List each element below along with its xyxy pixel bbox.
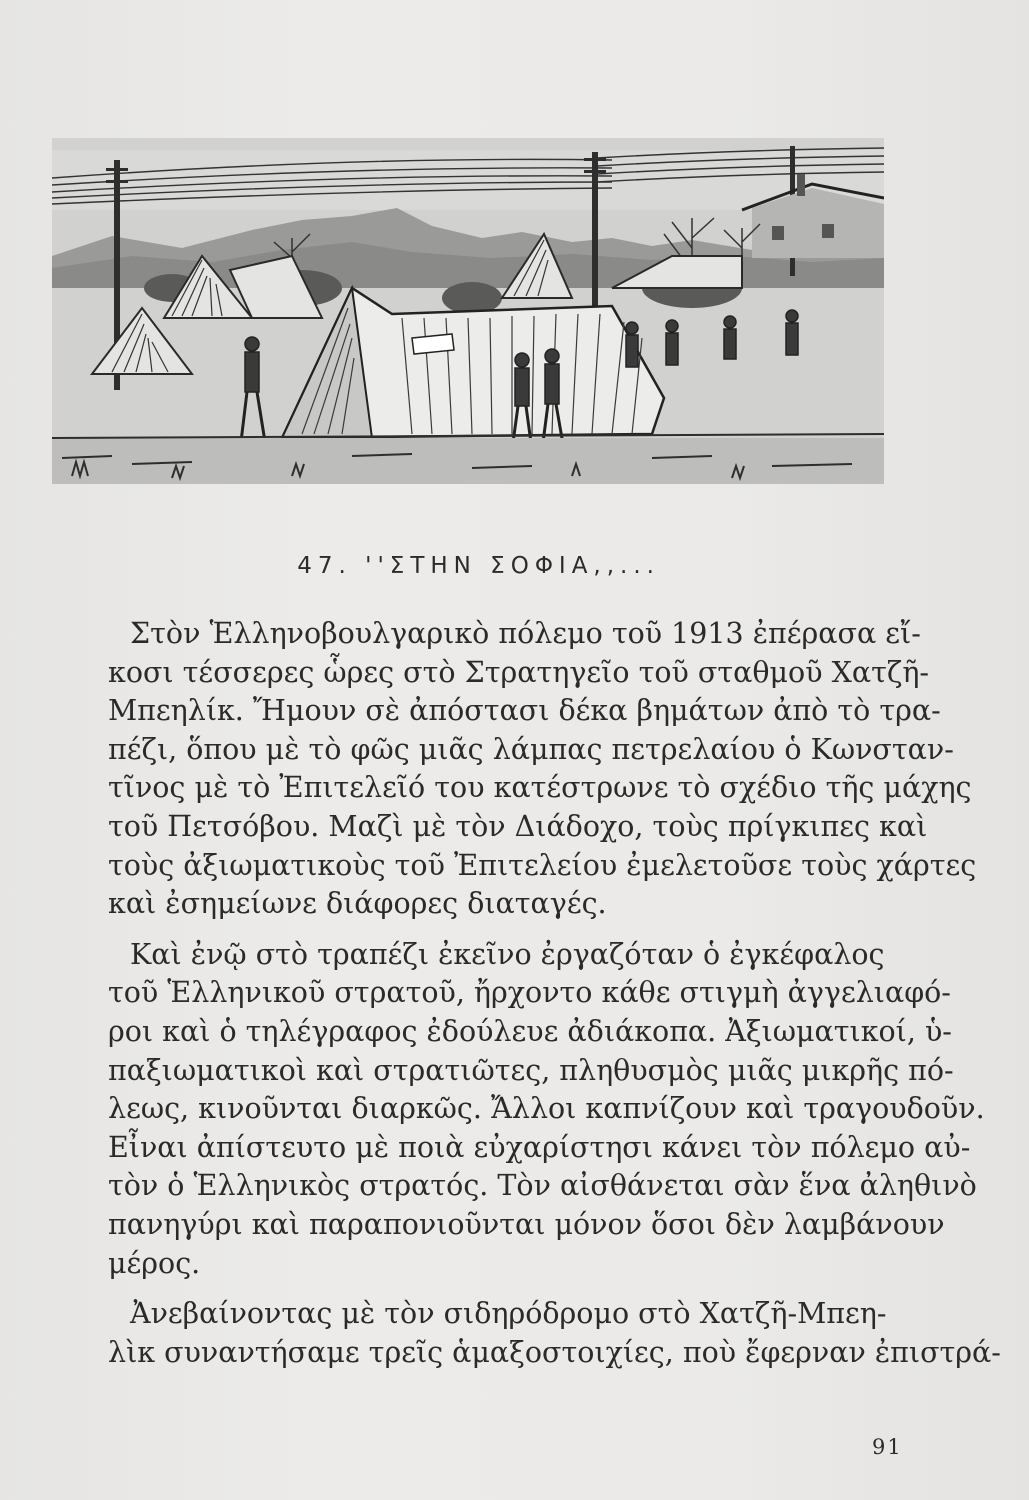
body-text [108,615,1001,1372]
text-line: πέζι, ὅπου μὲ τὸ φῶς μιᾶς λάμπας πετρελαίου ὁ Κωνσταν- [108,732,954,766]
text-line: τοῦ Ἑλληνικοῦ στρατοῦ, ἤρχοντο κάθε στιγμὴ ἀγγελιαφό- [108,976,951,1010]
text-line: καὶ ἐσημείωνε διάφορες διαταγές. [108,887,607,921]
chapter-title: 47. ''ΣΤΗΝ ΣΟΦΙΑ,,... [297,553,660,579]
text-line: Εἶναι ἀπίστευτο μὲ ποιὰ εὐχαρίστησι κάνει τὸν πόλεμο αὐ- [108,1130,971,1164]
text-line: τὸν ὁ Ἑλληνικὸς στρατός. Τὸν αἰσθάνεται σὰν ἕνα ἀληθινὸ [108,1169,977,1203]
text-line: πανηγύρι καὶ παραπονιοῦνται μόνον ὅσοι δὲν λαμβάνουν [108,1207,945,1241]
text-line: τοὺς ἀξιωματικοὺς τοῦ Ἐπιτελείου ἐμελετοῦσε τοὺς χάρτες [108,848,977,882]
page-number: 91 [872,1435,903,1459]
text-line: λεως, κινοῦνται διαρκῶς. Ἄλλοι καπνίζουν καὶ τραγουδοῦν. [108,1092,985,1126]
text-line: Μπεηλίκ. Ἤμουν σὲ ἀπόστασι δέκα βημάτων ἀπὸ τὸ τρα- [108,694,941,728]
text-line: κοσι τέσσερες ὧρες στὸ Στρατηγεῖο τοῦ σταθμοῦ Χατζῆ- [108,655,930,689]
text-line: Καὶ ἐνῷ στὸ τραπέζι ἐκεῖνο ἐργαζόταν ὁ ἐγκέφαλος [130,937,885,971]
text-line: τοῦ Πετσόβου. Μαζὶ μὲ τὸν Διάδοχο, τοὺς πρίγκιπες καὶ [108,809,928,843]
text-line: παξιωματικοὶ καὶ στρατιῶτες, πληθυσμὸς μιᾶς μικρῆς πό- [108,1053,954,1087]
text-line: μέρος. [108,1246,201,1280]
text-line: Ἀνεβαίνοντας μὲ τὸν σιδηρόδρομο στὸ Χατζῆ-Μπεη- [130,1297,887,1331]
text-line: λὶκ συναντήσαμε τρεῖς ἁμαξοστοιχίες, ποὺ ἔφερναν ἐπιστρά- [108,1335,1001,1369]
camp-illustration [52,138,884,484]
text-line: ροι καὶ ὁ τηλέγραφος ἐδούλευε ἀδιάκοπα. Ἀξιωματικοί, ὑ- [108,1014,952,1048]
text-line: Στὸν Ἑλληνοβουλγαρικὸ πόλεμο τοῦ 1913 ἐπέρασα εἴ- [130,617,921,650]
tent-camp-drawing [52,138,884,484]
text-line: τῖνος μὲ τὸ Ἐπιτελεῖό του κατέστρωνε τὸ σχέδιο τῆς μάχης [108,771,972,805]
